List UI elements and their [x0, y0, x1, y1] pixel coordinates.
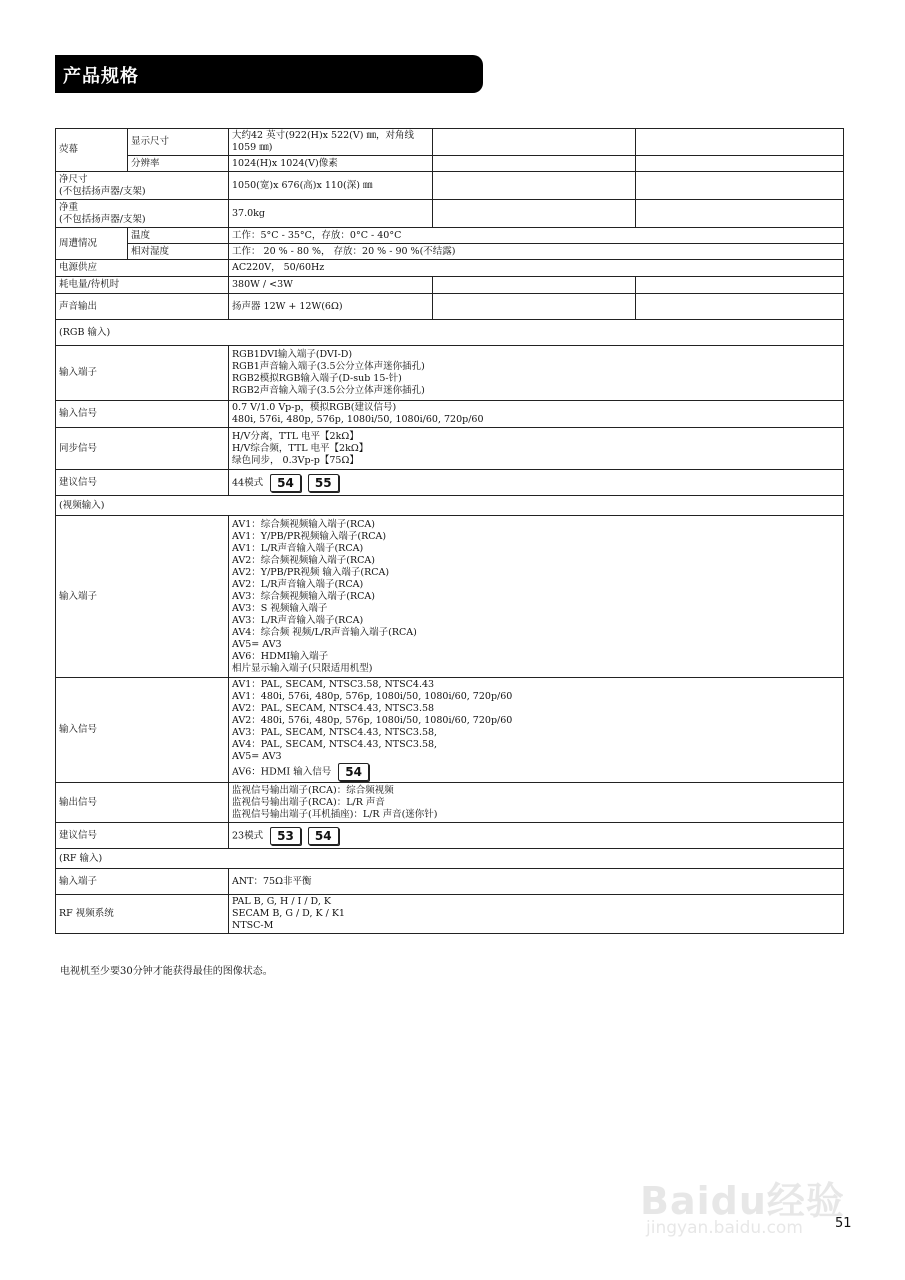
table-row — [56, 496, 844, 516]
text-line: AV1：L/R声音输入端子(RCA) — [232, 542, 364, 554]
table-row — [56, 516, 844, 678]
text-line: AV1：PAL, SECAM, NTSC3.58, NTSC4.43 — [232, 679, 435, 690]
table-row — [56, 895, 844, 934]
text-line: AV2：PAL, SECAM, NTSC4.43, NTSC3.58 — [232, 703, 435, 714]
video-signal-label: 输入信号 — [56, 678, 229, 783]
rgb-terminal-label: 输入端子 — [56, 346, 229, 401]
text-line: AV5= AV3 — [232, 638, 282, 650]
empty-cell — [636, 129, 844, 156]
text-line: AV2：综合频视频输入端子(RCA) — [232, 554, 375, 566]
page-number: 51 — [835, 1216, 852, 1231]
video-signal-lines — [232, 679, 840, 763]
text-line: AV5= AV3 — [232, 751, 282, 762]
text-line: AV4：PAL, SECAM, NTSC4.43, NTSC3.58, — [232, 739, 438, 750]
video-terminal-label: 输入端子 — [56, 516, 229, 678]
table-row — [56, 428, 844, 470]
rgb-terminal-value — [229, 346, 844, 401]
watermark-url: jingyan.baidu.com — [646, 1218, 803, 1238]
rgb-signal-value — [229, 401, 844, 428]
video-section-header: (视频输入) — [56, 496, 844, 516]
temperature-label: 温度 — [128, 228, 229, 244]
recommended-text: 44模式 — [232, 477, 264, 488]
rgb-signal-label: 输入信号 — [56, 401, 229, 428]
audio-value: 扬声器 12W + 12W(6Ω) — [229, 294, 433, 320]
text-line: 相片显示输入端子(只限适用机型) — [232, 662, 373, 674]
net-weight-label — [56, 200, 229, 228]
text-line: AV2：L/R声音输入端子(RCA) — [232, 578, 364, 590]
consumption-label: 耗电量/待机时 — [56, 277, 229, 294]
text-line: SECAM B, G / D, K / K1 — [232, 908, 345, 919]
empty-cell — [433, 294, 636, 320]
page-ref-badge[interactable]: 54 — [338, 763, 369, 781]
page-title: 产品规格 — [63, 66, 139, 87]
table-row — [56, 228, 844, 244]
footnote: 电视机至少要30分钟才能获得最佳的图像状态。 — [60, 966, 273, 977]
recommended-text: 23模式 — [232, 830, 264, 841]
output-value — [229, 783, 844, 823]
rgb-section-header: (RGB 输入) — [56, 320, 844, 346]
table-row — [56, 294, 844, 320]
text-line: 净尺寸 — [59, 173, 88, 185]
empty-cell — [636, 172, 844, 200]
table-row — [56, 200, 844, 228]
humidity-value: 工作： 20 % - 80 %， 存放：20 % - 90 %(不结露) — [229, 244, 844, 260]
text-line: AV3：综合频视频输入端子(RCA) — [232, 590, 375, 602]
rf-system-value — [229, 895, 844, 934]
spec-table — [55, 128, 844, 934]
rf-system-label: RF 视频系统 — [56, 895, 229, 934]
text-line: 净重 — [59, 201, 79, 213]
table-row — [56, 783, 844, 823]
text-line: AV2：480i, 576i, 480p, 576p, 1080i/50, 1080i/60, 720p/60 — [232, 715, 513, 726]
empty-cell — [433, 129, 636, 156]
video-terminal-value — [229, 516, 844, 678]
sync-value — [229, 428, 844, 470]
text-line: AV1：480i, 576i, 480p, 576p, 1080i/50, 1080i/60, 720p/60 — [232, 691, 513, 702]
page-ref-badge[interactable]: 54 — [270, 474, 301, 492]
environment-label: 周遭情况 — [56, 228, 128, 260]
rf-terminal-value: ANT：75Ω非平衡 — [229, 869, 844, 895]
table-row — [56, 849, 844, 869]
text-line: AV6：HDMI输入端子 — [232, 650, 329, 662]
text-line: RGB1DVI输入端子(DVI-D) — [232, 349, 353, 360]
table-row — [56, 277, 844, 294]
text-line: 绿色同步， 0.3Vp-p【75Ω】 — [232, 454, 359, 466]
text-line: 1059 ㎜) — [232, 142, 273, 153]
empty-cell — [433, 156, 636, 172]
text-line: AV1：Y/PB/PR视频输入端子(RCA) — [232, 530, 387, 542]
text-line: RGB2声音输入端子(3.5公分立体声迷你插孔) — [232, 385, 425, 396]
screen-label: 荧幕 — [56, 129, 128, 172]
table-row — [56, 156, 844, 172]
watermark-logo: Baidu经验 — [640, 1179, 845, 1223]
video-signal-last: AV6：HDMI 输入信号 — [232, 766, 332, 778]
text-line: H/V综合频，TTL 电平【2kΩ】 — [232, 442, 369, 454]
text-line: 监视信号输出端子(耳机插座)：L/R 声音(迷你针) — [232, 808, 438, 820]
text-line: PAL B, G, H / I / D, K — [232, 896, 331, 907]
table-row — [56, 678, 844, 783]
text-line: AV4：综合频 视频/L/R声音输入端子(RCA) — [232, 626, 417, 638]
text-line: (不包括扬声器/支架) — [59, 185, 146, 197]
text-line: AV3：S 视频输入端子 — [232, 602, 328, 614]
empty-cell — [636, 277, 844, 294]
resolution-label: 分辨率 — [128, 156, 229, 172]
power-value: AC220V， 50/60Hz — [229, 260, 844, 277]
temperature-value: 工作：5°C - 35°C，存放：0°C - 40°C — [229, 228, 844, 244]
empty-cell — [636, 200, 844, 228]
page-ref-badge[interactable]: 53 — [270, 827, 301, 845]
text-line: 480i, 576i, 480p, 576p, 1080i/50, 1080i/60, 720p/60 — [232, 414, 484, 425]
text-line: RGB2模拟RGB输入端子(D-sub 15-针) — [232, 373, 402, 384]
video-signal-value — [229, 678, 844, 783]
table-row — [56, 320, 844, 346]
watermark — [640, 1150, 860, 1245]
rgb-recommended-label: 建议信号 — [56, 470, 229, 496]
text-line: AV1：综合频视频输入端子(RCA) — [232, 518, 375, 530]
display-size-value — [229, 129, 433, 156]
resolution-value: 1024(H)x 1024(V)像素 — [229, 156, 433, 172]
empty-cell — [433, 277, 636, 294]
table-row — [56, 129, 844, 156]
table-row — [56, 869, 844, 895]
table-row — [56, 172, 844, 200]
text-line: 监视信号输出端子(RCA)：综合频视频 — [232, 784, 394, 796]
output-label: 输出信号 — [56, 783, 229, 823]
audio-label: 声音输出 — [56, 294, 229, 320]
rf-terminal-label: 输入端子 — [56, 869, 229, 895]
text-line: RGB1声音输入端子(3.5公分立体声迷你插孔) — [232, 361, 425, 372]
consumption-value: 380W / <3W — [229, 277, 433, 294]
text-line: AV3：L/R声音输入端子(RCA) — [232, 614, 364, 626]
net-size-value: 1050(宽)x 676(高)x 110(深) ㎜ — [229, 172, 433, 200]
display-size-label: 显示尺寸 — [128, 129, 229, 156]
empty-cell — [433, 172, 636, 200]
humidity-label: 相对湿度 — [128, 244, 229, 260]
video-recommended-label: 建议信号 — [56, 823, 229, 849]
empty-cell — [433, 200, 636, 228]
net-size-label — [56, 172, 229, 200]
net-weight-value: 37.0kg — [229, 200, 433, 228]
page-ref-badge[interactable]: 55 — [308, 474, 339, 492]
text-line: AV3：PAL, SECAM, NTSC4.43, NTSC3.58, — [232, 727, 438, 738]
text-line: (不包括扬声器/支架) — [59, 213, 146, 225]
text-line: H/V分离，TTL 电平【2kΩ】 — [232, 430, 359, 442]
page-ref-badge[interactable]: 54 — [308, 827, 339, 845]
empty-cell — [636, 294, 844, 320]
table-row — [56, 401, 844, 428]
text-line: 大约42 英寸(922(H)x 522(V) ㎜，对角线 — [232, 130, 414, 141]
table-row — [56, 823, 844, 849]
table-row — [56, 244, 844, 260]
video-recommended-value — [229, 823, 844, 849]
rgb-recommended-value — [229, 470, 844, 496]
sync-label: 同步信号 — [56, 428, 229, 470]
text-line: 0.7 V/1.0 Vp-p，模拟RGB(建议信号) — [232, 402, 397, 413]
table-row — [56, 470, 844, 496]
text-line: NTSC-M — [232, 920, 274, 931]
table-row — [56, 260, 844, 277]
text-line: 监视信号输出端子(RCA)：L/R 声音 — [232, 796, 385, 808]
text-line: AV2：Y/PB/PR视频 输入端子(RCA) — [232, 566, 390, 578]
table-row — [56, 346, 844, 401]
power-label: 电源供应 — [56, 260, 229, 277]
empty-cell — [636, 156, 844, 172]
rf-section-header: (RF 输入) — [56, 849, 844, 869]
title-bar — [55, 55, 483, 93]
